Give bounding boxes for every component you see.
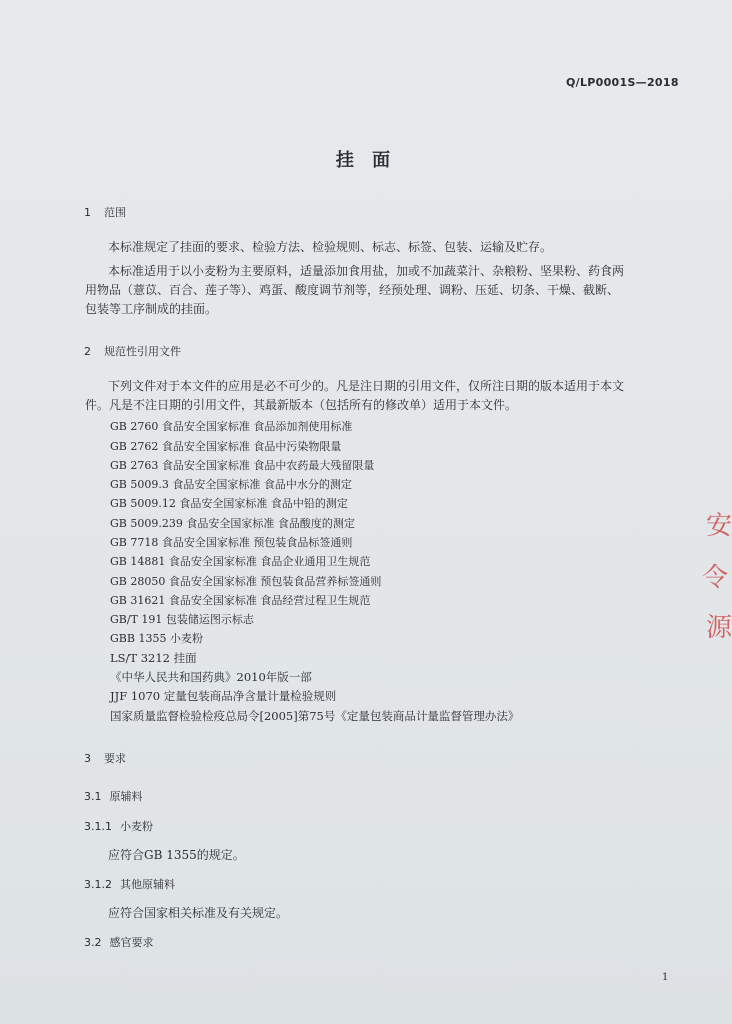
reference-item: GB 2763 食品安全国家标准 食品中农药最大残留限量 — [110, 459, 375, 472]
subsection-number: 3.1.1 — [84, 820, 112, 833]
section-1-heading — [84, 204, 126, 220]
reference-item: GB 7718 食品安全国家标准 预包装食品标签通则 — [110, 536, 353, 549]
subsection-3-1-2-text: 应符合国家相关标准及有关规定。 — [108, 906, 289, 920]
stamp-char: 安 — [706, 511, 732, 541]
document-number: Q/LP0001S—2018 — [566, 76, 679, 89]
scope-paragraph-1: 本标准规定了挂面的要求、检验方法、检验规则、标志、标签、包装、运输及贮存。 — [108, 240, 553, 254]
reference-item: GB 2762 食品安全国家标准 食品中污染物限量 — [110, 440, 342, 453]
subsection-number: 3.1.2 — [84, 878, 112, 891]
reference-item: 《中华人民共和国药典》2010年版一部 — [110, 670, 312, 684]
reference-item: 国家质量监督检验检疫总局令[2005]第75号《定量包装商品计量监督管理办法》 — [110, 709, 520, 723]
section-3-heading — [84, 750, 126, 766]
reference-item: JJF 1070 定量包装商品净含量计量检验规则 — [110, 689, 337, 703]
section-number: 2 — [84, 345, 91, 358]
references-intro-line-1: 下列文件对于本文件的应用是必不可少的。凡是注日期的引用文件，仅所注日期的版本适用于本文 — [108, 379, 625, 393]
section-title: 规范性引用文件 — [104, 345, 181, 358]
subsection-number: 3.1 — [84, 790, 102, 803]
section-2-heading — [84, 343, 181, 359]
stamp-char: 令 — [702, 563, 729, 593]
reference-item: GB 5009.239 食品安全国家标准 食品酸度的测定 — [110, 517, 355, 530]
subsection-title: 其他原辅料 — [120, 878, 175, 891]
subsection-3-1-heading — [84, 788, 143, 804]
reference-item: GB 5009.3 食品安全国家标准 食品中水分的测定 — [110, 478, 352, 491]
reference-item: LS/T 3212 挂面 — [110, 651, 197, 665]
reference-item: GB/T 191 包装储运图示标志 — [110, 613, 254, 626]
section-title: 要求 — [104, 752, 126, 765]
subsection-3-1-2-heading — [84, 876, 175, 892]
section-number: 3 — [84, 752, 91, 765]
reference-item: GB 5009.12 食品安全国家标准 食品中铅的测定 — [110, 497, 348, 510]
section-number: 1 — [84, 206, 91, 219]
red-seal-stamp — [702, 505, 732, 665]
page-number: 1 — [662, 972, 669, 983]
subsection-title: 感官要求 — [109, 936, 154, 949]
references-intro-line-2: 件。凡是不注日期的引用文件，其最新版本（包括所有的修改单）适用于本文件。 — [85, 398, 518, 412]
scope-paragraph-2-line-1: 本标准适用于以小麦粉为主要原料，适量添加食用盐，加或不加蔬菜汁、杂粮粉、坚果粉、药食两 — [108, 264, 625, 278]
subsection-3-1-1-text: 应符合GB 1355的规定。 — [108, 848, 245, 862]
scope-paragraph-2-line-2: 用物品（薏苡、百合、莲子等）、鸡蛋、酸度调节剂等，经预处理、调粉、压延、切条、干燥、截断、 — [85, 283, 620, 297]
reference-item: GB 31621 食品安全国家标准 食品经营过程卫生规范 — [110, 594, 371, 607]
subsection-title: 原辅料 — [109, 790, 143, 803]
subsection-3-2-heading — [84, 934, 154, 950]
subsection-title: 小麦粉 — [120, 820, 153, 833]
section-title: 范围 — [104, 206, 126, 219]
stamp-char: 源 — [706, 613, 732, 643]
subsection-3-1-1-heading — [84, 818, 153, 834]
reference-item: GBB 1355 小麦粉 — [110, 632, 203, 645]
reference-item: GB 14881 食品安全国家标准 食品企业通用卫生规范 — [110, 555, 371, 568]
scope-paragraph-2-line-3: 包装等工序制成的挂面。 — [85, 302, 218, 316]
subsection-number: 3.2 — [84, 936, 102, 949]
reference-item: GB 2760 食品安全国家标准 食品添加剂使用标准 — [110, 420, 353, 433]
page-title: 挂 面 — [335, 150, 397, 171]
reference-item: GB 28050 食品安全国家标准 预包装食品营养标签通则 — [110, 575, 382, 588]
